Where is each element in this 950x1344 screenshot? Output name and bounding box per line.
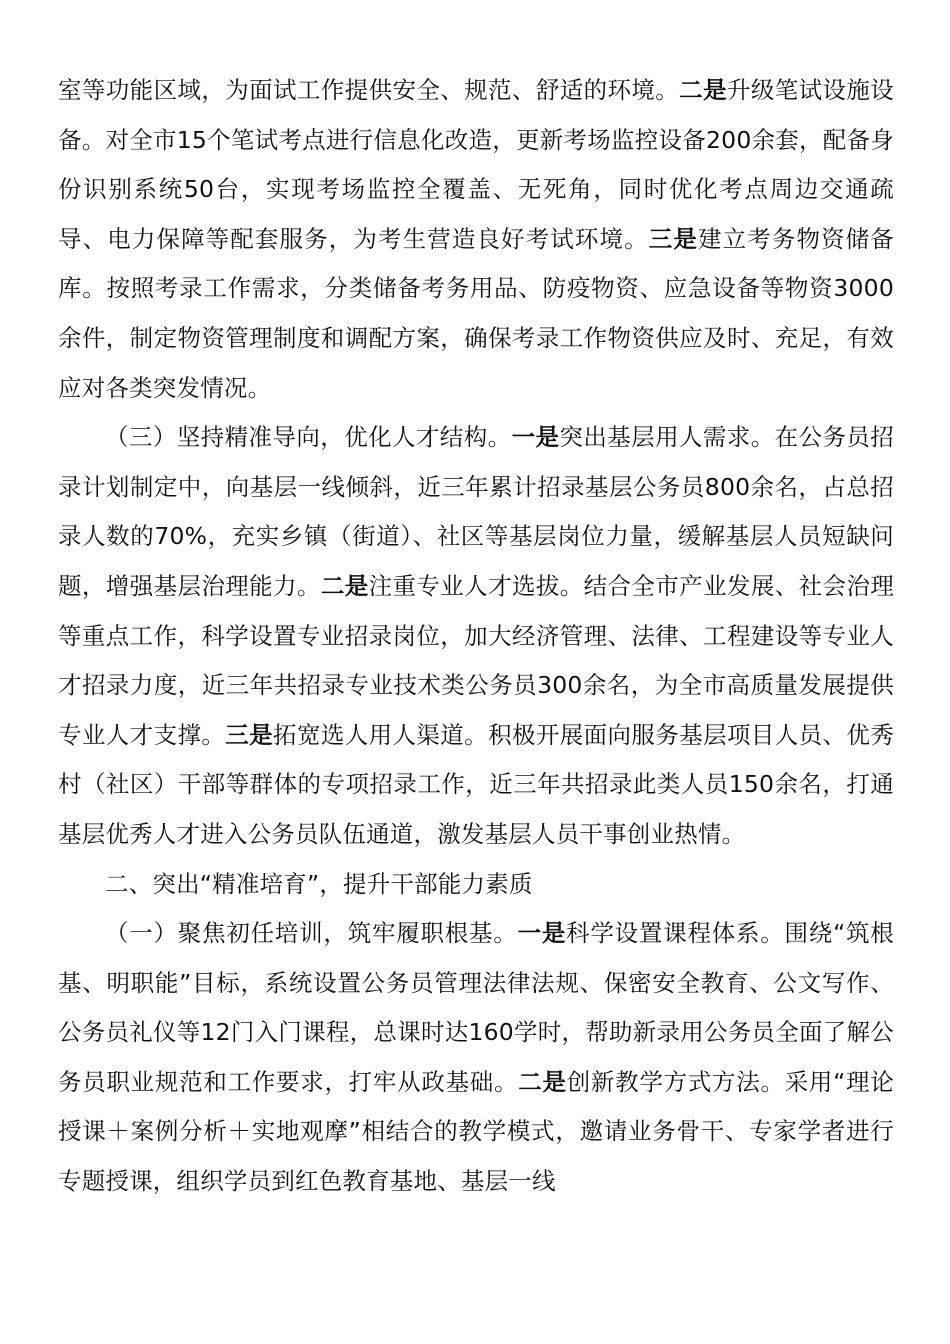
text-segment: 科学设置课程体系。围绕“筑根基、明职能”目标，系统设置公务员管理法律法规、保密安全教育、公文写作、公务员礼仪等12门入门课程，总课时达160学时，帮助新录用公务员全面了解公务员职业规范和工作要求，打牢从政基础。 bbox=[58, 919, 894, 1096]
text-segment: 注重专业人才选拔。结合全市产业发展、社会治理等重点工作，科学设置专业招录岗位，加大经济管理、法律、工程建设等专业人才招录力度，近三年共招录专业技术类公务员300余名，为全市高质量发展提供专业人才支撑。 bbox=[58, 571, 895, 749]
document-page bbox=[58, 66, 894, 1207]
text-segment: 建立考务物资储备库。按照考录工作需求，分类储备考务用品、防疫物资、应急设备等物资3000余件，制定物资管理制度和调配方案，确保考录工作物资供应及时、充足，有效应对各类突发情况。 bbox=[58, 224, 894, 402]
keyword-emphasis: 三是 bbox=[225, 720, 274, 749]
text-segment: （三）坚持精准导向，优化人才结构。 bbox=[105, 423, 512, 452]
keyword-emphasis: 一是 bbox=[511, 423, 560, 452]
keyword-emphasis: 一是 bbox=[517, 919, 567, 948]
keyword-emphasis: 二是 bbox=[679, 76, 727, 104]
keyword-emphasis: 二是 bbox=[320, 571, 369, 600]
paragraph-exam-facilities bbox=[58, 66, 894, 413]
keyword-emphasis: 三是 bbox=[648, 224, 698, 253]
heading-text: 二、突出“精准培育”，提升干部能力素质 bbox=[105, 869, 533, 898]
section-heading bbox=[58, 860, 894, 910]
text-segment: 升级笔试设施设备。对全市15个笔试考点进行信息化改造，更新考场监控设备200余套，配备身份识别系统50台，实现考场监控全覆盖、无死角，同时优化考点周边交通疏导、电力保障等配套服务，为考生营造良好考试环境。 bbox=[58, 76, 895, 253]
paragraph-initial-training bbox=[58, 909, 894, 1207]
text-segment: 突出基层用人需求。在公务员招录计划制定中，向基层一线倾斜，近三年累计招录基层公务员800余名，占总招录人数的70%，充实乡镇（街道）、社区等基层岗位力量，缓解基层人员短缺问题，增强基层治理能力。 bbox=[58, 423, 894, 600]
text-segment: （一）聚焦初任培训，筑牢履职根基。 bbox=[105, 919, 518, 948]
text-segment: 拓宽选人用人渠道。积极开展面向服务基层项目人员、优秀村（社区）干部等群体的专项招录工作，近三年共招录此类人员150余名，打通基层优秀人才进入公务员队伍通道，激发基层人员干事创业热情。 bbox=[58, 720, 895, 848]
keyword-emphasis: 二是 bbox=[518, 1067, 567, 1096]
text-segment: 室等功能区域，为面试工作提供安全、规范、舒适的环境。 bbox=[58, 76, 680, 104]
text-segment: 创新教学方式方法。采用“理论授课＋案例分析＋实地观摩”相结合的教学模式，邀请业务骨干、专家学者进行专题授课，组织学员到红色教育基地、基层一线 bbox=[58, 1067, 894, 1196]
paragraph-talent-structure bbox=[58, 413, 894, 859]
